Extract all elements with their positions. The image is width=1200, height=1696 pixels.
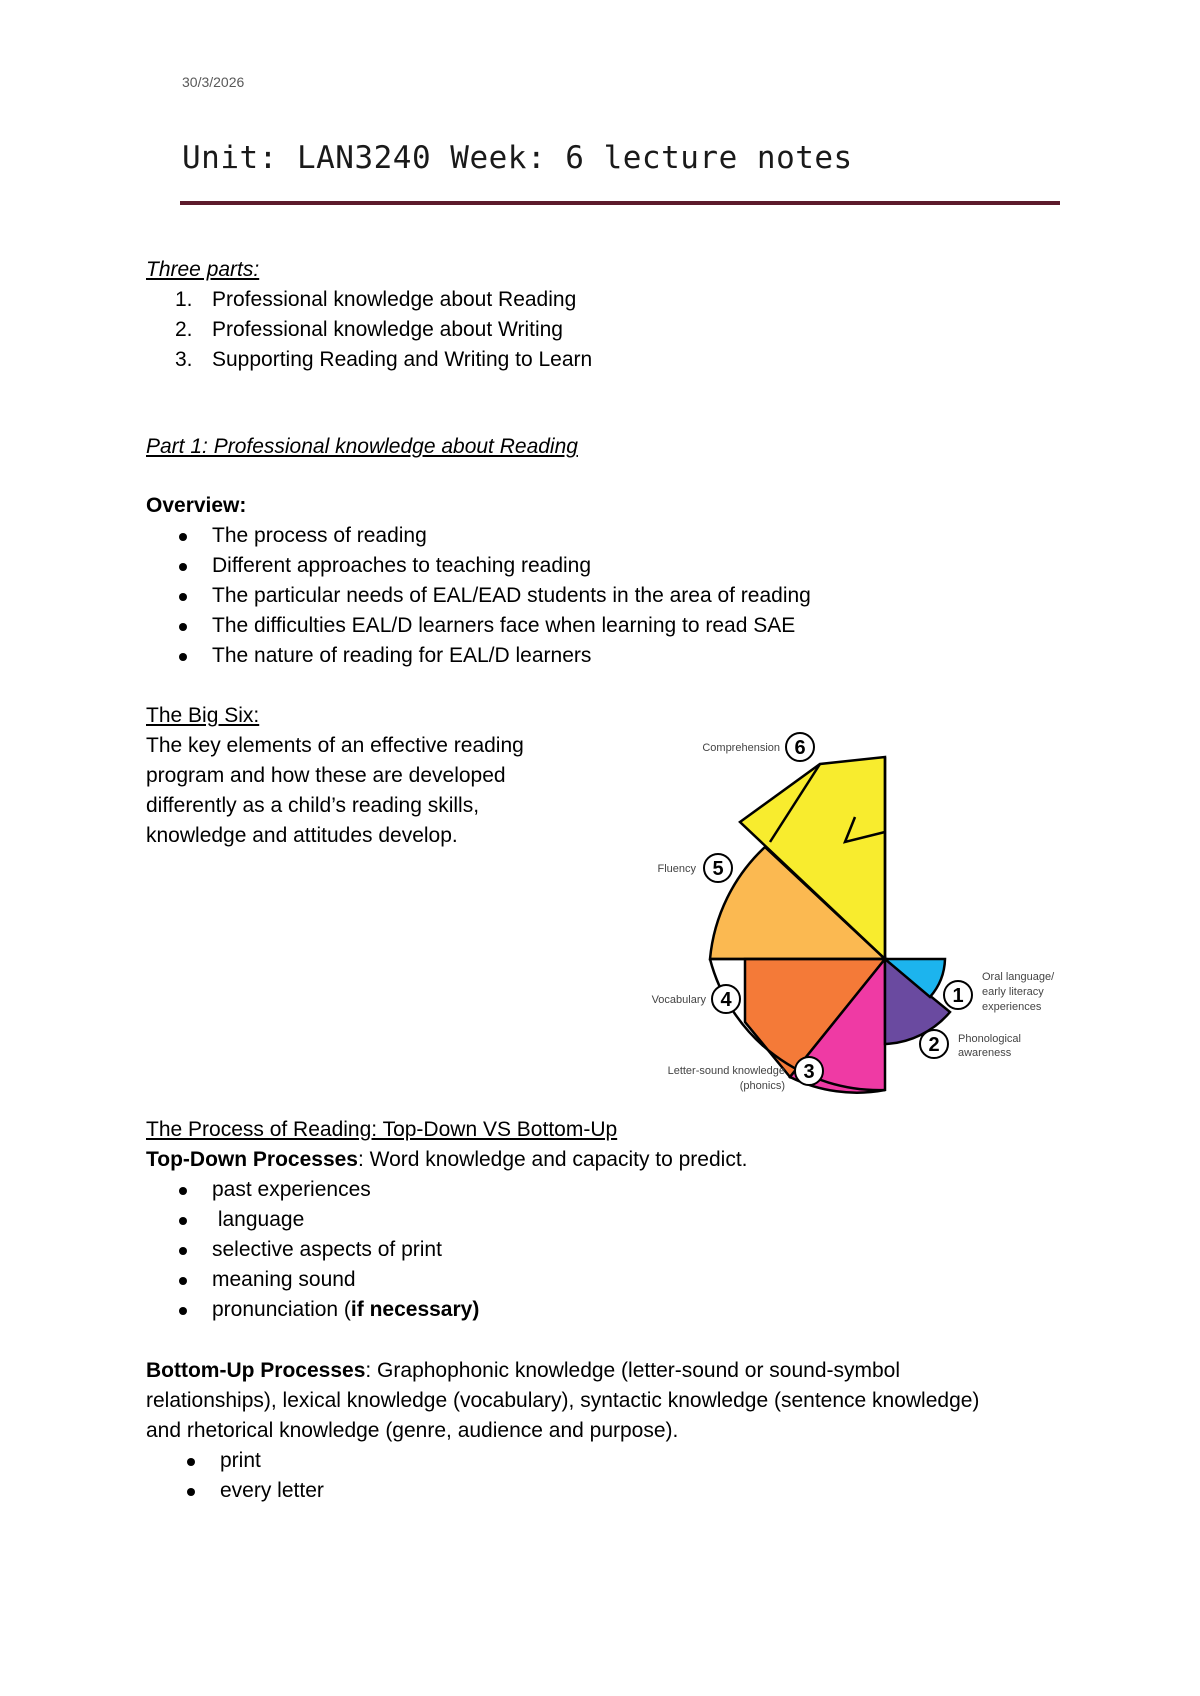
three-parts-section: [146, 255, 592, 375]
list-item: The particular needs of EAL/EAD students in the area of reading: [212, 581, 811, 611]
big-six-line: The key elements of an effective reading: [146, 734, 524, 757]
part1-heading: Part 1: Professional knowledge about Reading: [146, 435, 578, 458]
list-item: past experiences: [212, 1175, 748, 1205]
label-phonics-sub: (phonics): [739, 1080, 785, 1092]
bottom-up-list: [220, 1446, 979, 1506]
bottom-up-line: relationships), lexical knowledge (vocabulary), syntactic knowledge (sentence knowledge): [146, 1389, 980, 1412]
svg-text:6: 6: [794, 737, 806, 759]
marker-1: [944, 981, 972, 1009]
process-heading: The Process of Reading: Top-Down VS Bottom-Up: [146, 1118, 618, 1141]
svg-text:4: 4: [720, 989, 732, 1011]
list-item: The nature of reading for EAL/D learners: [212, 641, 811, 671]
label-phonological: Phonological: [958, 1033, 1021, 1045]
marker-5: [704, 854, 732, 882]
marker-2: [920, 1030, 948, 1058]
label-fluency: Fluency: [657, 863, 696, 875]
svg-text:5: 5: [712, 858, 724, 880]
bottom-up-line: Bottom-Up Processes: Graphophonic knowledge (letter-sound or sound-symbol: [146, 1359, 901, 1382]
three-parts-heading: Three parts:: [146, 258, 260, 281]
label-phonological-sub: awareness: [958, 1047, 1012, 1059]
list-item: meaning sound: [212, 1265, 748, 1295]
list-item: 2. Professional knowledge about Writing: [175, 318, 563, 341]
list-item: language: [212, 1205, 748, 1235]
big-six-section: [146, 701, 524, 851]
list-item: 3. Supporting Reading and Writing to Learn: [175, 348, 593, 371]
big-six-line: differently as a child’s reading skills,: [146, 794, 480, 817]
big-six-heading: The Big Six:: [146, 704, 260, 727]
list-item: The difficulties EAL/D learners face when learning to read SAE: [212, 611, 811, 641]
process-section: [146, 1115, 748, 1325]
list-item: print: [220, 1446, 979, 1476]
label-phonics: Letter-sound knowledge: [667, 1065, 785, 1077]
date: 30/3/2026: [182, 74, 245, 90]
big-six-diagram: [640, 722, 1080, 1102]
marker-6: [786, 733, 814, 761]
svg-text:2: 2: [928, 1034, 940, 1056]
list-item: 1. Professional knowledge about Reading: [175, 288, 577, 311]
big-six-line: program and how these are developed: [146, 764, 506, 787]
list-item: selective aspects of print: [212, 1235, 748, 1265]
label-oral-language: Oral language/: [982, 971, 1055, 983]
list-item: every letter: [220, 1476, 979, 1506]
three-parts-list: [175, 285, 593, 375]
marker-3: [795, 1057, 823, 1085]
label-oral-language-3: experiences: [982, 1001, 1042, 1013]
list-item: The process of reading: [212, 521, 811, 551]
title-rule: [180, 201, 1060, 205]
bottom-up-section: [146, 1356, 979, 1506]
top-down-list: [212, 1175, 748, 1325]
list-item: Different approaches to teaching reading: [212, 551, 811, 581]
list-item: pronunciation (if necessary): [212, 1295, 748, 1325]
label-vocabulary: Vocabulary: [651, 994, 706, 1006]
overview-heading: Overview:: [146, 494, 247, 517]
label-comprehension: Comprehension: [702, 742, 780, 754]
overview-list: [212, 521, 811, 671]
page-title: Unit: LAN3240 Week: 6 lecture notes: [182, 140, 853, 176]
svg-text:3: 3: [803, 1061, 815, 1083]
top-down-line: Top-Down Processes: Word knowledge and capacity to predict.: [146, 1148, 748, 1171]
overview-section: [146, 491, 811, 671]
bottom-up-line: and rhetorical knowledge (genre, audience and purpose).: [146, 1419, 679, 1442]
big-six-line: knowledge and attitudes develop.: [146, 824, 458, 847]
marker-4: [712, 985, 740, 1013]
svg-text:1: 1: [952, 985, 964, 1007]
label-oral-language-2: early literacy: [982, 986, 1044, 998]
